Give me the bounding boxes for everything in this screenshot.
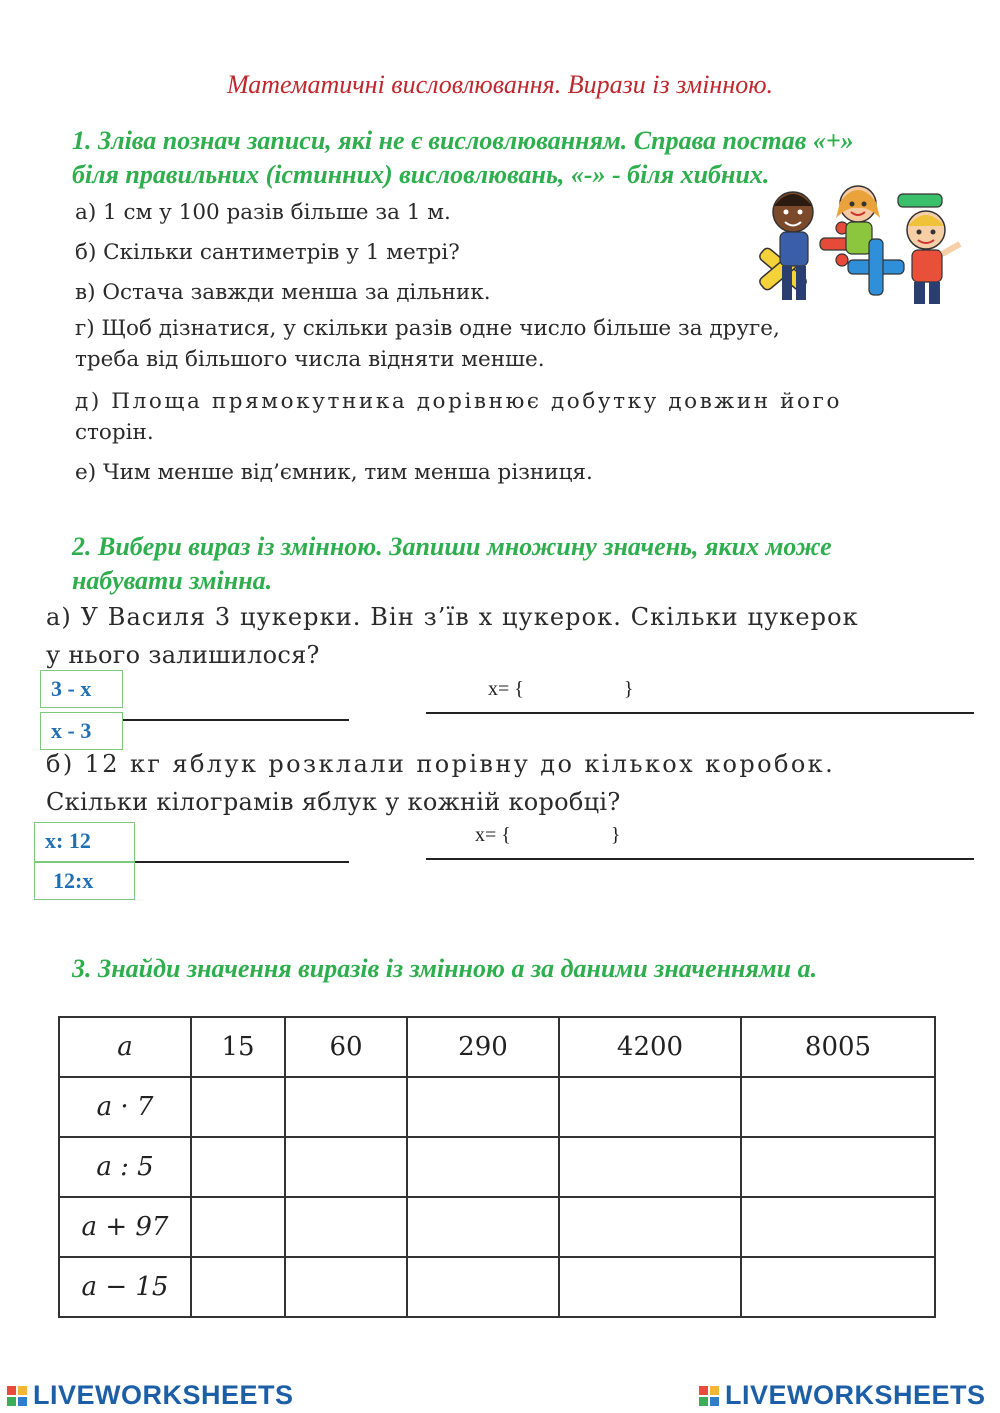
problem-a-line2: у нього залишилося? [46, 641, 320, 669]
header-value-cell: 290 [407, 1017, 559, 1077]
answer-cell[interactable] [741, 1257, 935, 1317]
answer-option-3-minus-x[interactable]: 3 - x [40, 670, 123, 708]
task2-heading-line1: 2. Вибери вираз із змінною. Запиши множину значень, яких може [72, 532, 832, 561]
statement-a: а) 1 см у 100 разів більше за 1 м. [75, 200, 451, 225]
problem-b-line2: Скільки кілограмів яблук у кожній коробці? [46, 788, 621, 816]
statement-v: в) Остача завжди менша за дільник. [75, 280, 491, 305]
brand-text-right: LIVEWORKSHEETS [725, 1380, 986, 1410]
set-input-line-a[interactable] [426, 712, 974, 714]
page-title: Математичні висловлювання. Вирази із змінною. [226, 70, 774, 99]
boy-right-figure [907, 211, 960, 304]
task2-problem-a [46, 598, 976, 674]
footer-brand-left [6, 1380, 294, 1411]
statement-d-line1: д) Площа прямокутника дорівнює добутку довжин його [75, 389, 842, 414]
answer-cell[interactable] [559, 1077, 741, 1137]
header-value-cell: 60 [285, 1017, 407, 1077]
row-expression-cell: a · 7 [59, 1077, 191, 1137]
liveworksheets-logo-icon [6, 1385, 30, 1407]
statement-g-line2: треба від більшого числа відняти менше. [75, 347, 545, 372]
table-row [59, 1077, 935, 1137]
answer-cell[interactable] [407, 1137, 559, 1197]
problem-b-line1: б) 12 кг яблук розклали порівну до кількох коробок. [46, 750, 836, 778]
liveworksheets-logo-icon [698, 1385, 722, 1407]
answer-cell[interactable] [741, 1137, 935, 1197]
answer-cell[interactable] [285, 1137, 407, 1197]
answer-cell[interactable] [559, 1137, 741, 1197]
answer-cell[interactable] [191, 1197, 285, 1257]
problem-a-line1: а) У Василя 3 цукерки. Він з’їв x цукерок. Скільки цукерок [46, 603, 859, 631]
table-row [59, 1257, 935, 1317]
statement-b: б) Скільки сантиметрів у 1 метрі? [75, 240, 460, 265]
answer-option-12-div-x[interactable]: 12:x [34, 862, 135, 900]
row-expression-cell: a + 97 [59, 1197, 191, 1257]
answer-line-b-left [135, 861, 349, 863]
answer-cell[interactable] [191, 1257, 285, 1317]
answer-cell[interactable] [407, 1257, 559, 1317]
task3-heading: 3. Знайди значення виразів із змінною a за даними значеннями a. [72, 954, 818, 983]
answer-cell[interactable] [191, 1137, 285, 1197]
row-expression-cell: a : 5 [59, 1137, 191, 1197]
kids-math-illustration [748, 182, 964, 314]
answer-line-a-left [123, 719, 349, 721]
answer-cell[interactable] [407, 1077, 559, 1137]
statement-d-line2: сторін. [75, 420, 154, 445]
row-expression-cell: a − 15 [59, 1257, 191, 1317]
task2-heading [72, 530, 992, 598]
answer-cell[interactable] [285, 1197, 407, 1257]
task2-heading-line2: набувати змінна. [72, 566, 273, 595]
set-input-line-b[interactable] [426, 858, 974, 860]
answer-cell[interactable] [741, 1197, 935, 1257]
answer-cell[interactable] [285, 1077, 407, 1137]
minus-sign-shape [898, 194, 942, 207]
table-header-row [59, 1017, 935, 1077]
values-table [58, 1016, 936, 1318]
answer-cell[interactable] [191, 1077, 285, 1137]
set-label-b: x= { } [475, 824, 621, 846]
brand-text-left: LIVEWORKSHEETS [33, 1380, 294, 1410]
set-label-a: x= { } [488, 678, 634, 700]
answer-cell[interactable] [559, 1257, 741, 1317]
header-value-cell: 4200 [559, 1017, 741, 1077]
header-value-cell: 8005 [741, 1017, 935, 1077]
answer-cell[interactable] [407, 1197, 559, 1257]
task1-heading-line2: біля правильних (істинних) висловлювань, «-» - біля хибних. [72, 160, 770, 189]
statement-g-line1: г) Щоб дізнатися, у скільки разів одне число більше за друге, [75, 316, 780, 341]
answer-option-x-minus-3[interactable]: x - 3 [40, 712, 123, 750]
answer-cell[interactable] [559, 1197, 741, 1257]
answer-option-x-div-12[interactable]: x: 12 [34, 822, 135, 862]
footer-brand-right [698, 1380, 986, 1411]
table-row [59, 1137, 935, 1197]
answer-cell[interactable] [741, 1077, 935, 1137]
table-row [59, 1197, 935, 1257]
header-value-cell: 15 [191, 1017, 285, 1077]
statement-e: е) Чим менше від’ємник, тим менша різниця. [75, 460, 593, 485]
task1-heading-line1: 1. Зліва познач записи, які не є висловлюванням. Справа постав «+» [72, 126, 854, 155]
answer-cell[interactable] [285, 1257, 407, 1317]
header-cell-a: a [59, 1017, 191, 1077]
task2-problem-b [46, 745, 976, 821]
